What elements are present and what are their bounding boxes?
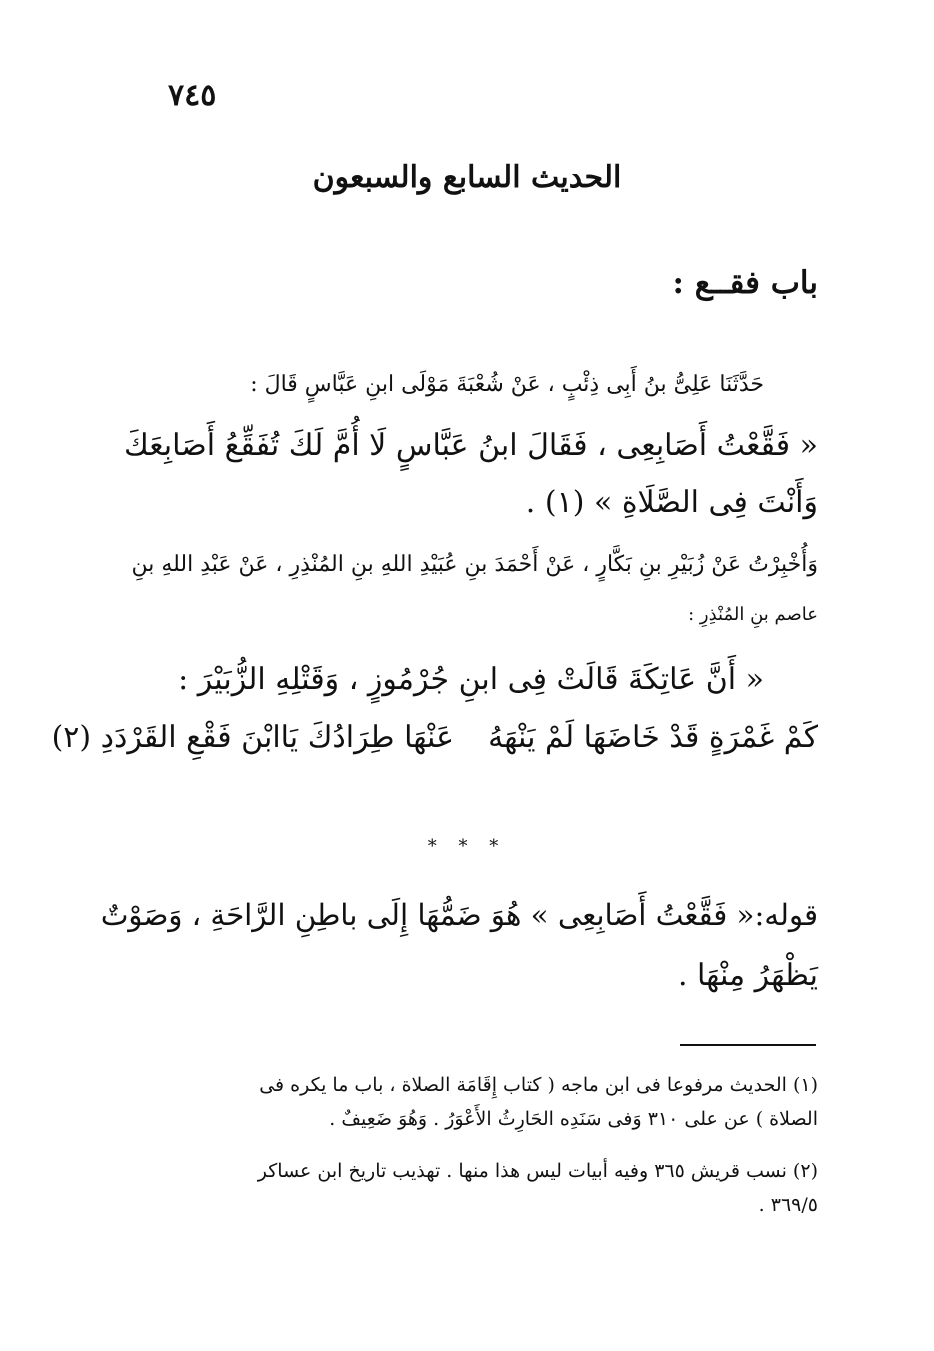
section-separator: * * * — [427, 836, 507, 857]
commentary-line: قوله:« فَقَّعْتُ أَصَابِعِى » هُوَ ضَمُّهَا إِلَى باطِنِ الرَّاحَةِ ، وَصَوْتٌ — [100, 898, 818, 932]
commentary-line: يَظْهَرُ مِنْهَا . — [677, 958, 818, 993]
isnad-line: عاصم بنِ المُنْذِرِ : — [688, 604, 818, 625]
footnote-line: (١) الحديث مرفوعا فى ابن ماجه ( كتاب إِقَامَة الصلاة ، باب ما يكره فى — [259, 1074, 818, 1096]
matn-line: « فَقَّعْتُ أَصَابِعِى ، فَقَالَ ابنُ عَبَّاسٍ لَا أُمَّ لَكَ تُفَقِّعُ أَصَابِعَكَ — [123, 428, 818, 463]
page-number: ٧٤٥ — [168, 78, 217, 113]
verse-first-hemistich: كَمْ غَمْرَةٍ قَدْ خَاضَهَا لَمْ يَنْهَهُ — [488, 720, 818, 755]
footnote-line: الصلاة ) عن على ٣١٠ وَفى سَنَدِه الحَارِثُ الأَعْوَرُ . وَهُوَ ضَعِيفٌ . — [329, 1108, 818, 1130]
page-title: الحديث السابع والسبعون — [312, 160, 622, 195]
isnad-line: حَدَّثَنَا عَلِىُّ بنُ أَبِى ذِئْبٍ ، عَنْ شُعْبَةَ مَوْلَى ابنِ عَبَّاسٍ قَالَ : — [250, 372, 764, 397]
footnote-divider — [680, 1044, 816, 1046]
matn-line: وَأَنْتَ فِى الصَّلَاةِ » (١) . — [525, 485, 818, 520]
section-heading: باب فقــع : — [672, 265, 818, 301]
footnote-line: (٢) نسب قريش ٣٦٥ وفيه أبيات ليس هذا منها . تهذيب تاريخ ابن عساكر — [257, 1160, 818, 1182]
footnote-line: ٣٦٩/٥ . — [758, 1194, 818, 1216]
isnad-line: وَأُخْبِرْتُ عَنْ زُبَيْرِ بنِ بَكَّارٍ ، عَنْ أَحْمَدَ بنِ عُبَيْدِ اللهِ بنِ المُنْذِرِ ، عَنْ عَبْدِ اللهِ بنِ — [131, 552, 818, 577]
verse-second-hemistich: عَنْهَا طِرَادُكَ يَاابْنَ فَقْعِ القَرْدَدِ (٢) — [51, 720, 454, 755]
matn-line: « أَنَّ عَاتِكَةَ قَالَتْ فِى ابنِ جُرْمُوزٍ ، وَقَتْلِهِ الزُّبَيْرَ : — [178, 662, 764, 697]
